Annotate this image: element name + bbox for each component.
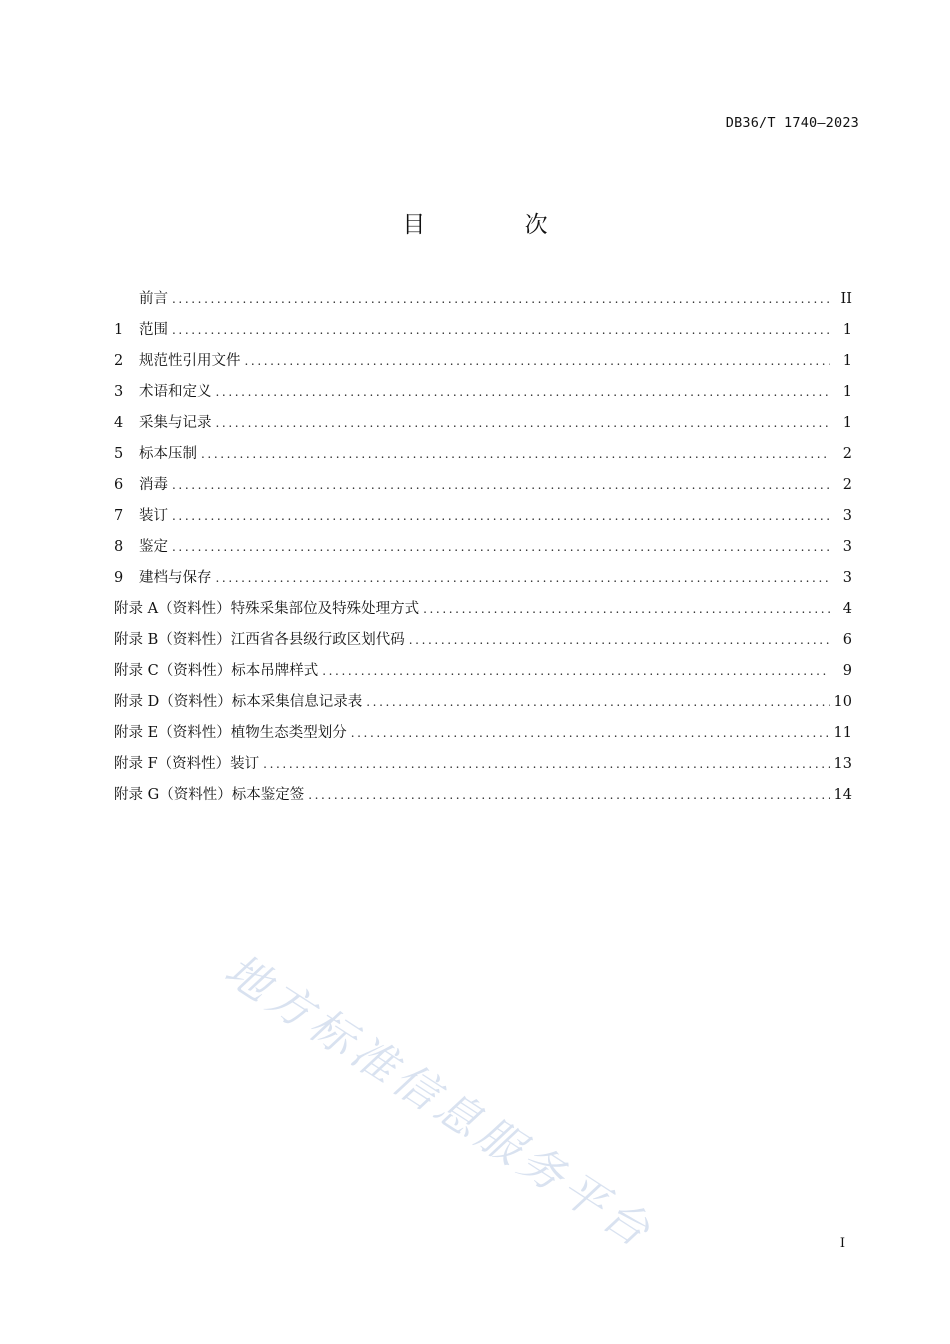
toc-entry-label: 鉴定 [139, 539, 168, 555]
toc-entry-appendix-c[interactable] [114, 659, 852, 690]
toc-entry-label: 装订 [139, 508, 168, 524]
toc-entry-page: 1 [842, 353, 852, 369]
toc-entry-page: 2 [842, 477, 852, 493]
toc-entry-number: 7 [114, 508, 124, 524]
toc-entry-page: 2 [842, 446, 852, 462]
toc-leader-dots [172, 535, 830, 559]
toc-entry-number: 5 [114, 446, 124, 462]
toc-entry-number: 8 [114, 539, 124, 555]
toc-leader-dots [245, 349, 831, 373]
toc-entry-label: 规范性引用文件 [139, 353, 241, 369]
toc-entry-label: 前言 [139, 291, 168, 307]
page-number: I [839, 1236, 845, 1251]
toc-entry-page: 3 [842, 570, 852, 586]
toc-leader-dots [308, 783, 829, 807]
toc-leader-dots [366, 690, 829, 714]
toc-entry-page: II [840, 291, 852, 307]
toc-leader-dots [216, 411, 831, 435]
toc-entry-4[interactable] [114, 411, 852, 442]
toc-entry-page: 1 [842, 322, 852, 338]
toc-entry-number: 9 [114, 570, 124, 586]
toc-entry-5[interactable] [114, 442, 852, 473]
toc-leader-dots [409, 628, 830, 652]
toc-entry-6[interactable] [114, 473, 852, 504]
toc-entry-page: 13 [833, 756, 852, 772]
toc-entry-label: 附录 C（资料性）标本吊牌样式 [114, 663, 319, 679]
toc-entry-label: 术语和定义 [139, 384, 212, 400]
toc-leader-dots [172, 504, 830, 528]
toc-entry-number: 4 [114, 415, 124, 431]
toc-entry-page: 14 [833, 787, 852, 803]
toc-entry-label: 附录 B（资料性）江西省各县级行政区划代码 [114, 632, 405, 648]
table-of-contents [114, 287, 852, 814]
toc-entry-preface[interactable] [114, 287, 852, 318]
toc-entry-page: 9 [842, 663, 852, 679]
toc-entry-label: 采集与记录 [139, 415, 212, 431]
toc-entry-page: 6 [842, 632, 852, 648]
page-title: 目 次 [402, 212, 594, 238]
toc-leader-dots [351, 721, 830, 745]
document-code: DB36/T 1740—2023 [725, 115, 859, 131]
toc-entry-2[interactable] [114, 349, 852, 380]
toc-entry-number: 1 [114, 322, 124, 338]
toc-leader-dots [172, 318, 830, 342]
toc-entry-page: 11 [833, 725, 852, 741]
toc-entry-7[interactable] [114, 504, 852, 535]
toc-leader-dots [172, 473, 830, 497]
toc-entry-appendix-a[interactable] [114, 597, 852, 628]
toc-entry-number: 6 [114, 477, 124, 493]
toc-leader-dots [263, 752, 829, 776]
toc-leader-dots [172, 287, 830, 311]
toc-entry-number: 2 [114, 353, 124, 369]
toc-entry-label: 建档与保存 [139, 570, 212, 586]
toc-entry-appendix-e[interactable] [114, 721, 852, 752]
toc-entry-appendix-g[interactable] [114, 783, 852, 814]
toc-leader-dots [216, 380, 831, 404]
toc-leader-dots [216, 566, 831, 590]
toc-entry-page: 4 [842, 601, 852, 617]
toc-entry-label: 范围 [139, 322, 168, 338]
toc-leader-dots [322, 659, 830, 683]
toc-entry-number: 3 [114, 384, 124, 400]
toc-entry-label: 附录 F（资料性）装订 [114, 756, 260, 772]
toc-entry-page: 1 [842, 415, 852, 431]
toc-entry-3[interactable] [114, 380, 852, 411]
toc-entry-page: 3 [842, 508, 852, 524]
toc-entry-label: 附录 E（资料性）植物生态类型划分 [114, 725, 347, 741]
toc-entry-label: 附录 A（资料性）特殊采集部位及特殊处理方式 [114, 601, 420, 617]
toc-entry-label: 附录 D（资料性）标本采集信息记录表 [114, 694, 363, 710]
watermark: 地方标准信息服务平台 [215, 944, 663, 1260]
toc-entry-page: 1 [842, 384, 852, 400]
toc-leader-dots [201, 442, 830, 466]
toc-entry-label: 消毒 [139, 477, 168, 493]
toc-entry-page: 3 [842, 539, 852, 555]
toc-entry-appendix-f[interactable] [114, 752, 852, 783]
toc-entry-appendix-b[interactable] [114, 628, 852, 659]
toc-entry-appendix-d[interactable] [114, 690, 852, 721]
toc-entry-page: 10 [833, 694, 852, 710]
toc-entry-1[interactable] [114, 318, 852, 349]
toc-entry-label: 附录 G（资料性）标本鉴定签 [114, 787, 305, 803]
toc-entry-8[interactable] [114, 535, 852, 566]
toc-leader-dots [423, 597, 830, 621]
toc-entry-label: 标本压制 [139, 446, 197, 462]
toc-entry-9[interactable] [114, 566, 852, 597]
